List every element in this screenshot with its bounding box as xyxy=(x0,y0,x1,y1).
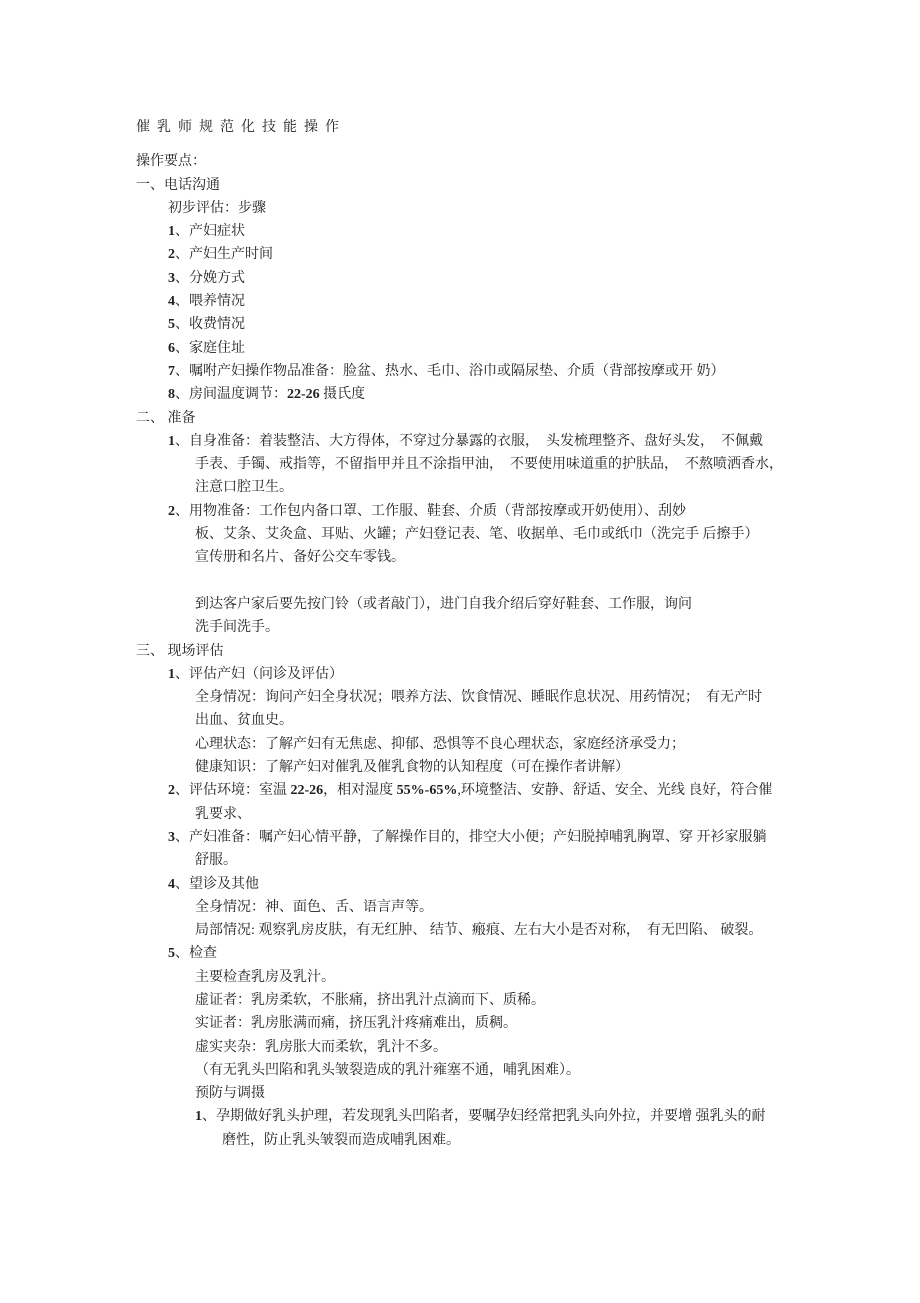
text-segment: 、产妇生产时间 xyxy=(175,247,273,263)
text-line xyxy=(136,453,906,476)
text-segment: 、产妇症状 xyxy=(175,224,245,240)
text-segment: 虚证者：乳房柔软，不胀痛，挤出乳汁点滴而下、质稀。 xyxy=(195,992,545,1008)
text-segment: 出血、贫血史。 xyxy=(195,713,293,729)
text-segment: 、孕期做好乳头护理，若发现乳头凹陷者，要嘱孕妇经常把乳头向外拉，并要增 强乳头的耐 xyxy=(202,1109,766,1125)
text-segment-bold: 5 xyxy=(168,317,175,333)
text-segment: 摄氏度 xyxy=(319,387,366,403)
text-line xyxy=(136,430,906,453)
text-segment-bold: 3 xyxy=(168,270,175,286)
text-line xyxy=(136,733,906,756)
text-line xyxy=(136,1012,906,1035)
text-line xyxy=(136,1059,906,1082)
text-segment: ,环境整洁、安静、舒适、安全、光线 良好，符合催 xyxy=(457,783,773,799)
text-segment-bold: 5 xyxy=(168,946,175,962)
text-line xyxy=(136,779,906,802)
blank-line xyxy=(136,570,906,593)
text-segment: 舒服。 xyxy=(195,853,237,869)
text-segment: 、检查 xyxy=(175,946,217,962)
text-segment-bold: 22-26 xyxy=(287,387,320,403)
text-line xyxy=(136,616,906,639)
text-line xyxy=(136,942,906,965)
text-segment-bold: 1 xyxy=(168,666,175,682)
text-line xyxy=(136,756,906,779)
text-segment: 磨性，防止乳头皱裂而造成哺乳困难。 xyxy=(222,1132,460,1148)
text-segment: 、分娩方式 xyxy=(175,270,245,286)
text-line xyxy=(136,593,906,616)
text-segment: 、嘱咐产妇操作物品准备：脸盆、热水、毛巾、浴巾或隔尿垫、介质（背部按摩或开 奶） xyxy=(175,363,725,379)
text-line xyxy=(136,966,906,989)
text-line xyxy=(136,523,906,546)
text-segment-bold: 1 xyxy=(195,1109,202,1125)
text-line xyxy=(136,896,906,919)
text-segment: 健康知识：了解产妇对催乳及催乳食物的认知程度（可在操作者讲解） xyxy=(195,760,629,776)
text-line xyxy=(136,546,906,569)
text-line xyxy=(136,919,906,942)
text-segment: 板、艾条、艾灸盒、耳贴、火罐；产妇登记表、笔、收据单、毛巾或纸巾（洗完手 后擦手） xyxy=(195,527,759,543)
text-segment: 乳要求、 xyxy=(195,806,251,822)
text-line xyxy=(136,267,906,290)
text-segment: 、家庭住址 xyxy=(175,340,245,356)
text-line xyxy=(136,476,906,499)
text-segment-bold: 6 xyxy=(168,340,175,356)
text-segment-bold: 4 xyxy=(168,294,175,310)
text-segment-bold: 22-26 xyxy=(290,783,324,799)
text-line xyxy=(136,709,906,732)
text-segment: 宣传册和名片、备好公交车零钱。 xyxy=(195,550,405,566)
text-segment-bold: 3 xyxy=(168,829,175,845)
text-line xyxy=(136,313,906,336)
text-segment: 全身情况：询问产妇全身状况；喂养方法、饮食情况、睡眠作息状况、用药情况； 有无产时 xyxy=(195,690,762,706)
text-line xyxy=(136,337,906,360)
text-segment: 、自身准备：着装整洁、大方得体，不穿过分暴露的衣服， 头发梳理整齐、盘好头发， 不佩戴 xyxy=(175,433,763,449)
text-segment-bold: 55%-65% xyxy=(396,783,458,799)
text-line xyxy=(136,663,906,686)
text-segment: 主要检查乳房及乳汁。 xyxy=(195,969,335,985)
text-segment-bold: 2 xyxy=(168,783,175,799)
text-line xyxy=(136,220,906,243)
text-segment: 实证者：乳房胀满而痛，挤压乳汁疼痛难出，质稠。 xyxy=(195,1016,517,1032)
text-line xyxy=(136,1036,906,1059)
text-segment: 一、电话沟通 xyxy=(136,177,220,193)
text-segment: 二、 准备 xyxy=(136,410,196,426)
text-segment: 心理状态：了解产妇有无焦虑、抑郁、恐惧等不良心理状态，家庭经济承受力； xyxy=(195,736,685,752)
text-segment: 、产妇准备：嘱产妇心情平静，了解操作目的，排空大小便；产妇脱掉哺乳胸罩、穿 开衫家服躺 xyxy=(175,829,767,845)
text-segment-bold: 4 xyxy=(168,876,175,892)
text-line xyxy=(136,197,906,220)
text-segment: 、评估产妇（问诊及评估） xyxy=(175,666,343,682)
text-line xyxy=(136,360,906,383)
text-segment: 手表、手镯、戒指等，不留指甲并且不涂指甲油， 不要使用味道重的护肤品， 不熬喷洒香水， xyxy=(195,457,783,473)
text-segment: 操作要点： xyxy=(136,154,206,170)
text-line xyxy=(136,150,906,173)
text-segment: 、望诊及其他 xyxy=(175,876,259,892)
text-segment: 、收费情况 xyxy=(175,317,245,333)
text-segment-bold: 1 xyxy=(168,433,175,449)
text-line xyxy=(136,290,906,313)
text-line xyxy=(136,686,906,709)
text-segment: 、房间温度调节： xyxy=(175,387,287,403)
text-segment: ，相对湿度 xyxy=(323,783,397,799)
text-line xyxy=(136,849,906,872)
text-line xyxy=(136,174,906,197)
text-segment-bold: 2 xyxy=(168,503,175,519)
text-segment-bold: 1 xyxy=(168,224,175,240)
text-segment-bold: 2 xyxy=(168,247,175,263)
text-line xyxy=(136,407,906,430)
text-segment: 洗手间洗手。 xyxy=(195,620,279,636)
text-line xyxy=(136,1082,906,1105)
text-segment-bold: 7 xyxy=(168,363,175,379)
text-segment: 初步评估：步骤 xyxy=(168,200,266,216)
text-line xyxy=(136,640,906,663)
text-segment: 三、 现场评估 xyxy=(136,643,224,659)
text-line xyxy=(136,989,906,1012)
text-line xyxy=(136,1105,906,1128)
text-line xyxy=(136,500,906,523)
text-line xyxy=(136,243,906,266)
text-line xyxy=(136,383,906,406)
text-segment: 局部情况: 观察乳房皮肤，有无红肿、 结节、瘢痕、左右大小是否对称， 有无凹陷、 破裂。 xyxy=(195,923,763,939)
text-segment: 、喂养情况 xyxy=(175,294,245,310)
document-title: 催乳师规范化技能操作 xyxy=(136,120,346,135)
text-segment: 到达客户家后要先按门铃（或者敲门），进门自我介绍后穿好鞋套、工作服，询问 xyxy=(195,596,692,612)
text-segment: 、用物准备：工作包内备口罩、工作服、鞋套、介质（背部按摩或开奶使用）、刮妙 xyxy=(175,503,686,519)
text-line xyxy=(136,803,906,826)
text-segment: 、评估环境：室温 xyxy=(175,783,291,799)
text-segment-bold: 8 xyxy=(168,387,175,403)
text-line xyxy=(136,873,906,896)
text-segment: 注意口腔卫生。 xyxy=(195,480,293,496)
text-segment: （有无乳头凹陷和乳头皱裂造成的乳汁雍塞不通，哺乳困难）。 xyxy=(195,1062,580,1078)
text-segment: 预防与调摄 xyxy=(195,1086,265,1102)
text-line xyxy=(136,1129,906,1152)
text-segment: 全身情况：神、面色、舌、语言声等。 xyxy=(195,899,433,915)
document-content xyxy=(136,116,906,1152)
text-segment: 虚实夹杂：乳房胀大而柔软，乳汁不多。 xyxy=(195,1039,447,1055)
text-line xyxy=(136,826,906,849)
document-body xyxy=(136,150,906,1152)
